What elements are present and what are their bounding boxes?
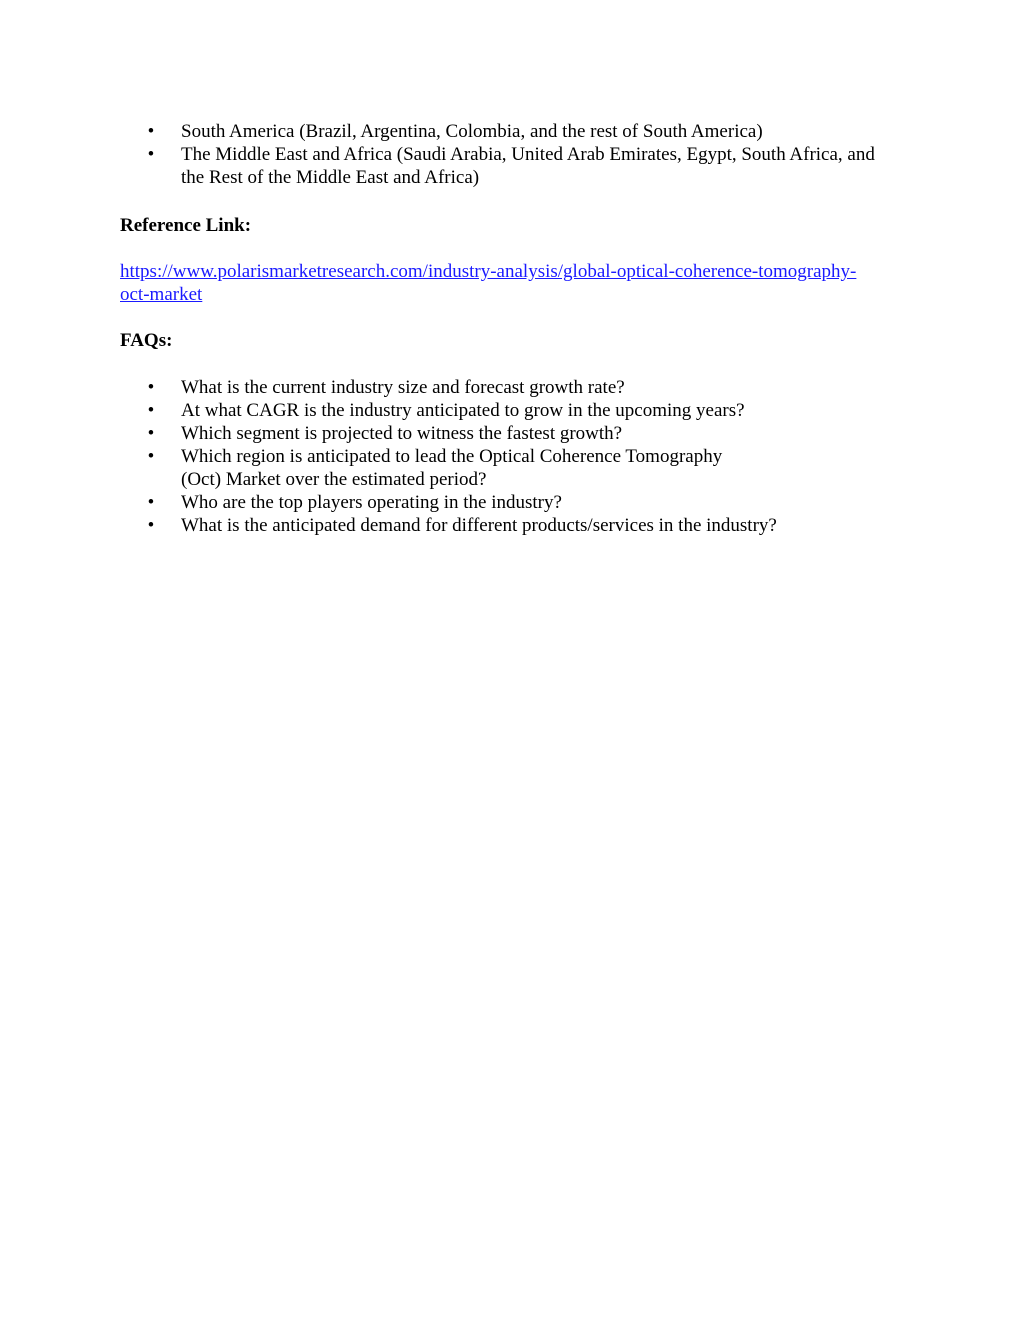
list-item — [120, 491, 910, 514]
faq-text: What is the anticipated demand for different products/services in the industry? — [181, 515, 777, 536]
bullet-icon: • — [147, 144, 155, 165]
bullet-icon: • — [147, 446, 155, 467]
list-item — [120, 120, 910, 143]
region-text: The Middle East and Africa (Saudi Arabia, United Arab Emirates, Egypt, South Africa, and the Rest of the Middle East and Africa) — [181, 144, 875, 188]
list-item — [120, 422, 910, 445]
faq-text: At what CAGR is the industry anticipated to grow in the upcoming years? — [181, 400, 745, 421]
bullet-icon: • — [147, 492, 155, 513]
faqs-list — [120, 376, 910, 537]
faq-text: Which segment is projected to witness the fastest growth? — [181, 423, 623, 444]
bullet-icon: • — [147, 121, 155, 142]
bullet-icon: • — [147, 377, 155, 398]
faqs-heading: FAQs: — [120, 330, 173, 351]
faq-text: Which region is anticipated to lead the Optical Coherence Tomography (Oct) Market over the estimated period? — [181, 446, 723, 490]
regions-list — [120, 120, 910, 189]
list-item — [120, 143, 910, 189]
reference-link-line2[interactable]: oct-market — [120, 284, 203, 305]
faq-text: Who are the top players operating in the industry? — [181, 492, 562, 513]
list-item — [120, 445, 910, 491]
list-item — [120, 399, 910, 422]
bullet-icon: • — [147, 423, 155, 444]
reference-link-line1[interactable]: https://www.polarismarketresearch.com/industry-analysis/global-optical-coherence-tomography- — [120, 261, 857, 282]
reference-heading: Reference Link: — [120, 215, 252, 236]
list-item — [120, 376, 910, 399]
reference-link[interactable] — [120, 260, 920, 306]
bullet-icon: • — [147, 515, 155, 536]
bullet-icon: • — [147, 400, 155, 421]
region-text: South America (Brazil, Argentina, Colombia, and the rest of South America) — [181, 121, 763, 142]
faq-text: What is the current industry size and forecast growth rate? — [181, 377, 625, 398]
list-item — [120, 514, 910, 537]
